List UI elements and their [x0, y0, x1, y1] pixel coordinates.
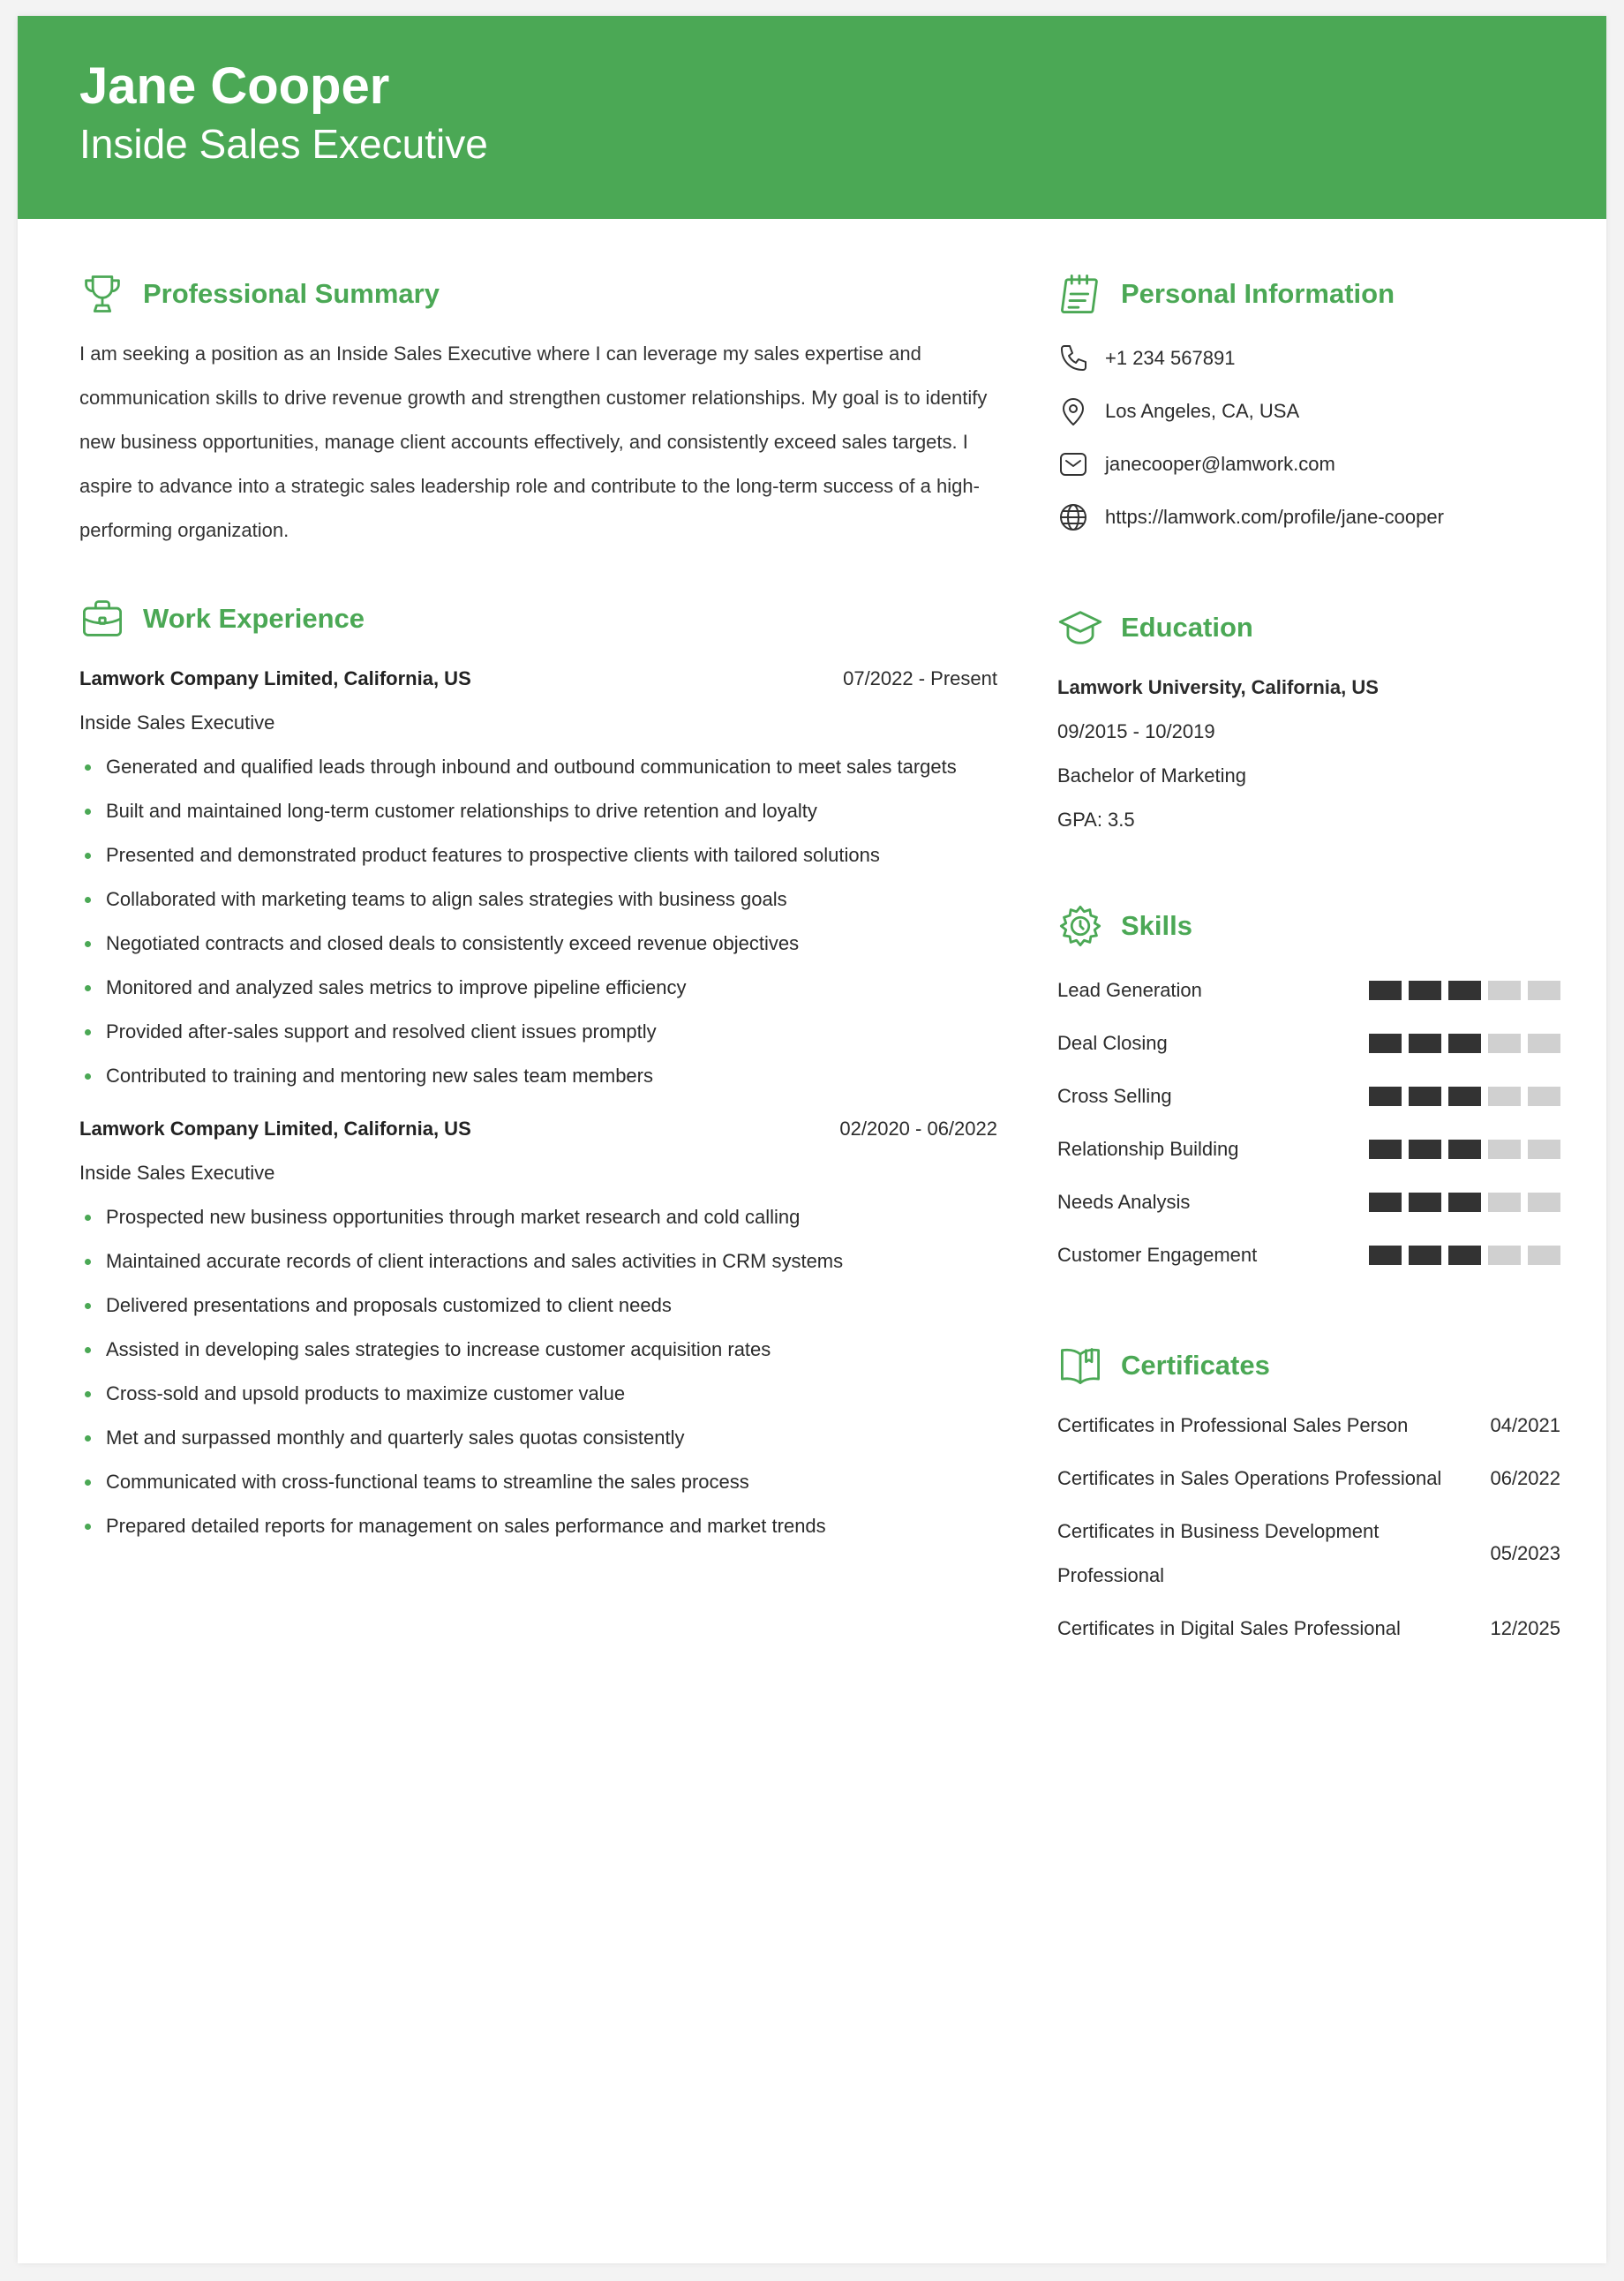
globe-icon — [1057, 501, 1089, 533]
job-entry — [79, 1107, 997, 1548]
job-dates: 02/2020 - 06/2022 — [839, 1118, 997, 1140]
skill-level-segment — [1488, 1140, 1521, 1159]
list-item: Contributed to training and mentoring new sales team members — [79, 1054, 997, 1098]
skill-level-bars — [1369, 1140, 1560, 1159]
certificate-date: 04/2021 — [1490, 1414, 1560, 1436]
skill-level-segment — [1528, 981, 1560, 1000]
job-company: Lamwork Company Limited, California, US — [79, 1118, 471, 1140]
certificates-section — [1057, 1335, 1560, 1651]
skill-name: Deal Closing — [1057, 1032, 1168, 1054]
certificate-name: Certificates in Business Development Professional — [1057, 1520, 1380, 1586]
skill-level-bars — [1369, 1087, 1560, 1106]
resume-header — [18, 16, 1606, 219]
certificate-name: Certificates in Digital Sales Professional — [1057, 1617, 1401, 1639]
book-icon — [1057, 1343, 1103, 1389]
trophy-icon — [79, 271, 125, 317]
resume-page — [18, 16, 1606, 2263]
clipboard-icon — [1057, 271, 1103, 317]
list-item: Presented and demonstrated product features to prospective clients with tailored solutions — [79, 833, 997, 877]
education-heading: Education — [1121, 612, 1253, 643]
skill-name: Cross Selling — [1057, 1085, 1172, 1107]
skill-level-segment — [1369, 1034, 1402, 1053]
location-pin-icon — [1057, 395, 1089, 427]
skill-level-segment — [1488, 1246, 1521, 1265]
list-item: Generated and qualified leads through inbound and outbound communication to meet sales targets — [79, 745, 997, 789]
list-item: Prospected new business opportunities through market research and cold calling — [79, 1195, 997, 1239]
list-item: Negotiated contracts and closed deals to consistently exceed revenue objectives — [79, 922, 997, 966]
list-item: Met and surpassed monthly and quarterly sales quotas consistently — [79, 1416, 997, 1460]
education-gpa: GPA: 3.5 — [1057, 809, 1135, 831]
skill-level-segment — [1369, 1140, 1402, 1159]
gear-clock-icon — [1057, 903, 1103, 949]
location-value: Los Angeles, CA, USA — [1105, 400, 1300, 422]
skill-row — [1057, 1123, 1560, 1176]
skill-level-segment — [1448, 1246, 1481, 1265]
certificate-row — [1057, 1509, 1560, 1598]
list-item: Maintained accurate records of client interactions and sales activities in CRM systems — [79, 1239, 997, 1284]
job-dates: 07/2022 - Present — [843, 667, 997, 689]
skill-level-segment — [1528, 1140, 1560, 1159]
list-item: Provided after-sales support and resolved client issues promptly — [79, 1010, 997, 1054]
skill-level-bars — [1369, 1246, 1560, 1265]
list-item: Built and maintained long-term customer relationships to drive retention and loyalty — [79, 789, 997, 833]
phone-row — [1057, 332, 1560, 385]
summary-text: I am seeking a position as an Inside Sales Executive where I can leverage my sales expertise and communication skills to drive revenue growth and strengthen customer relationships. My goal is to identify new business opportunities, manage client accounts effectively, and consistently exceed sales targets. I aspire to advance into a strategic sales leadership role and contribute to the long-term success of a high-performing organization. — [79, 343, 988, 541]
summary-section — [79, 263, 997, 553]
job-role: Inside Sales Executive — [79, 1162, 275, 1184]
list-item: Collaborated with marketing teams to align sales strategies with business goals — [79, 877, 997, 922]
summary-heading: Professional Summary — [143, 278, 440, 309]
skill-level-segment — [1528, 1246, 1560, 1265]
skill-level-bars — [1369, 981, 1560, 1000]
skill-level-segment — [1409, 1034, 1441, 1053]
skill-level-segment — [1448, 1140, 1481, 1159]
certificate-row — [1057, 1607, 1560, 1651]
skill-level-segment — [1448, 981, 1481, 1000]
skill-level-segment — [1528, 1087, 1560, 1106]
skill-level-segment — [1528, 1034, 1560, 1053]
skill-level-segment — [1448, 1193, 1481, 1212]
graduation-cap-icon — [1057, 605, 1103, 651]
certificate-date: 05/2023 — [1490, 1542, 1560, 1564]
experience-section — [79, 588, 997, 1548]
list-item: Communicated with cross-functional teams to streamline the sales process — [79, 1460, 997, 1504]
skill-level-segment — [1409, 1140, 1441, 1159]
list-item: Prepared detailed reports for management on sales performance and market trends — [79, 1504, 997, 1548]
candidate-name: Jane Cooper — [79, 57, 390, 115]
skills-heading: Skills — [1121, 910, 1192, 941]
skill-level-segment — [1409, 1193, 1441, 1212]
skill-level-segment — [1409, 1246, 1441, 1265]
website-value[interactable]: https://lamwork.com/profile/jane-cooper — [1105, 506, 1444, 528]
certificate-name: Certificates in Sales Operations Professional — [1057, 1467, 1442, 1489]
experience-heading: Work Experience — [143, 603, 365, 634]
location-row — [1057, 385, 1560, 438]
skill-level-segment — [1369, 981, 1402, 1000]
skill-level-segment — [1528, 1193, 1560, 1212]
skills-section — [1057, 895, 1560, 1282]
education-dates: 09/2015 - 10/2019 — [1057, 720, 1215, 742]
job-company: Lamwork Company Limited, California, US — [79, 667, 471, 689]
skill-level-segment — [1409, 981, 1441, 1000]
certificate-name: Certificates in Professional Sales Person — [1057, 1414, 1409, 1436]
right-column — [1057, 263, 1560, 1686]
skill-level-segment — [1488, 981, 1521, 1000]
certificate-row — [1057, 1404, 1560, 1448]
skill-level-segment — [1369, 1087, 1402, 1106]
list-item: Cross-sold and upsold products to maximize customer value — [79, 1372, 997, 1416]
skill-level-segment — [1369, 1246, 1402, 1265]
skill-name: Relationship Building — [1057, 1138, 1239, 1160]
education-school: Lamwork University, California, US — [1057, 676, 1379, 698]
certificate-row — [1057, 1457, 1560, 1501]
email-value[interactable]: janecooper@lamwork.com — [1105, 453, 1335, 475]
mail-icon — [1057, 448, 1089, 480]
job-role: Inside Sales Executive — [79, 711, 275, 734]
email-row — [1057, 438, 1560, 491]
website-row — [1057, 491, 1560, 544]
phone-value: +1 234 567891 — [1105, 347, 1236, 369]
skill-name: Needs Analysis — [1057, 1191, 1191, 1213]
personal-info-heading: Personal Information — [1121, 278, 1395, 309]
list-item: Delivered presentations and proposals customized to client needs — [79, 1284, 997, 1328]
certificate-date: 06/2022 — [1490, 1467, 1560, 1489]
education-section — [1057, 597, 1560, 842]
candidate-title: Inside Sales Executive — [79, 120, 488, 167]
skill-level-segment — [1369, 1193, 1402, 1212]
certificate-date: 12/2025 — [1490, 1617, 1560, 1639]
certificates-heading: Certificates — [1121, 1350, 1270, 1381]
briefcase-icon — [79, 596, 125, 642]
skill-level-segment — [1488, 1193, 1521, 1212]
skill-level-bars — [1369, 1034, 1560, 1053]
job-bullets — [79, 745, 997, 1098]
skill-row — [1057, 1176, 1560, 1229]
skill-level-segment — [1448, 1034, 1481, 1053]
job-bullets — [79, 1195, 997, 1548]
skill-row — [1057, 1070, 1560, 1123]
skill-row — [1057, 964, 1560, 1017]
job-entry — [79, 657, 997, 1098]
phone-icon — [1057, 343, 1089, 374]
skill-level-segment — [1488, 1034, 1521, 1053]
skill-row — [1057, 1229, 1560, 1282]
personal-info-section — [1057, 263, 1560, 544]
skill-level-segment — [1448, 1087, 1481, 1106]
skill-name: Lead Generation — [1057, 979, 1202, 1001]
skill-level-segment — [1488, 1087, 1521, 1106]
skill-level-bars — [1369, 1193, 1560, 1212]
education-degree: Bachelor of Marketing — [1057, 764, 1246, 787]
left-column — [79, 263, 997, 1584]
list-item: Monitored and analyzed sales metrics to improve pipeline efficiency — [79, 966, 997, 1010]
skill-level-segment — [1409, 1087, 1441, 1106]
skill-row — [1057, 1017, 1560, 1070]
list-item: Assisted in developing sales strategies to increase customer acquisition rates — [79, 1328, 997, 1372]
skill-name: Customer Engagement — [1057, 1244, 1258, 1266]
